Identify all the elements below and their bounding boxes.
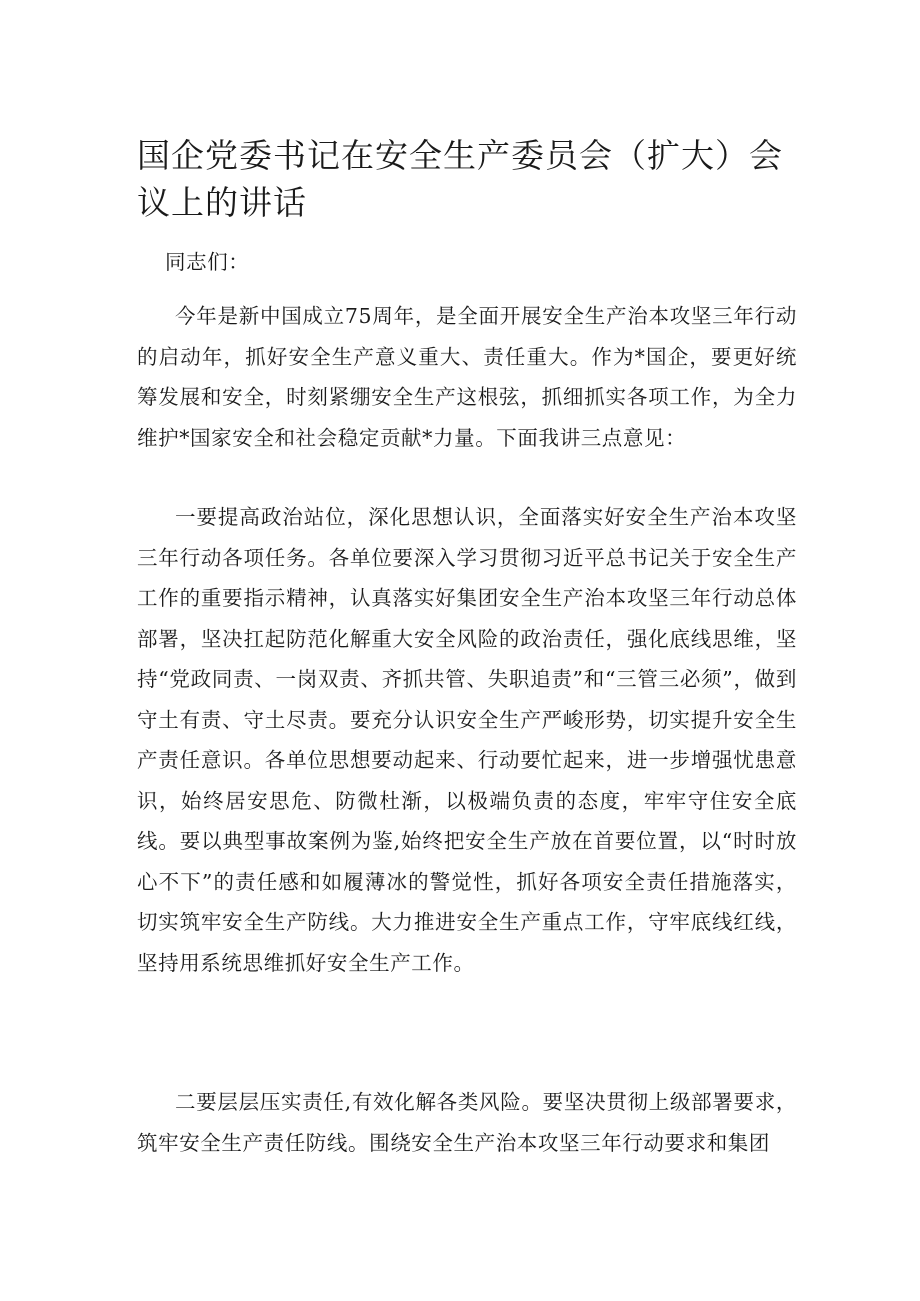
document-title: 国企党委书记在安全生产委员会（扩大）会议上的讲话 [137,136,783,222]
salutation: 同志们： [165,250,250,274]
paragraph-point-one: 一要提高政治站位，深化思想认识，全面落实好安全生产治本攻坚三年行动各项任务。各单位要深入学习贯彻习近平总书记关于安全生产工作的重要指示精神，认真落实好集团安全生产治本攻坚三年行动总体部署，坚决扛起防范化解重大安全风险的政治责任，强化底线思维，坚持“党政同责、一岗双责、齐抓共管、失职追责”和“三管三必须”，做到守土有责、守土尽责。要充分认识安全生产严峻形势，切实提升安全生产责任意识。各单位思想要动起来、行动要忙起来，进一步增强忧患意识，始终居安思危、防微杜渐，以极端负责的态度，牢牢守住安全底线。要以典型事故案例为鉴,始终把安全生产放在首要位置，以“时时放心不下”的责任感和如履薄冰的警觉性，抓好各项安全责任措施落实，切实筑牢安全生产防线。大力推进安全生产重点工作，守牢底线红线，坚持用系统思维抓好安全生产工作。 [137,505,797,975]
paragraph-intro: 今年是新中国成立75周年，是全面开展安全生产治本攻坚三年行动的启动年，抓好安全生产意义重大、责任重大。作为*国企，要更好统筹发展和安全，时刻紧绷安全生产这根弦，抓细抓实各项工作，为全力维护*国家安全和社会稳定贡献*力量。下面我讲三点意见： [137,304,797,450]
paragraph-point-two: 二要层层压实责任,有效化解各类风险。要坚决贯彻上级部署要求，筑牢安全生产责任防线。围绕安全生产治本攻坚三年行动要求和集团 [137,1090,797,1155]
